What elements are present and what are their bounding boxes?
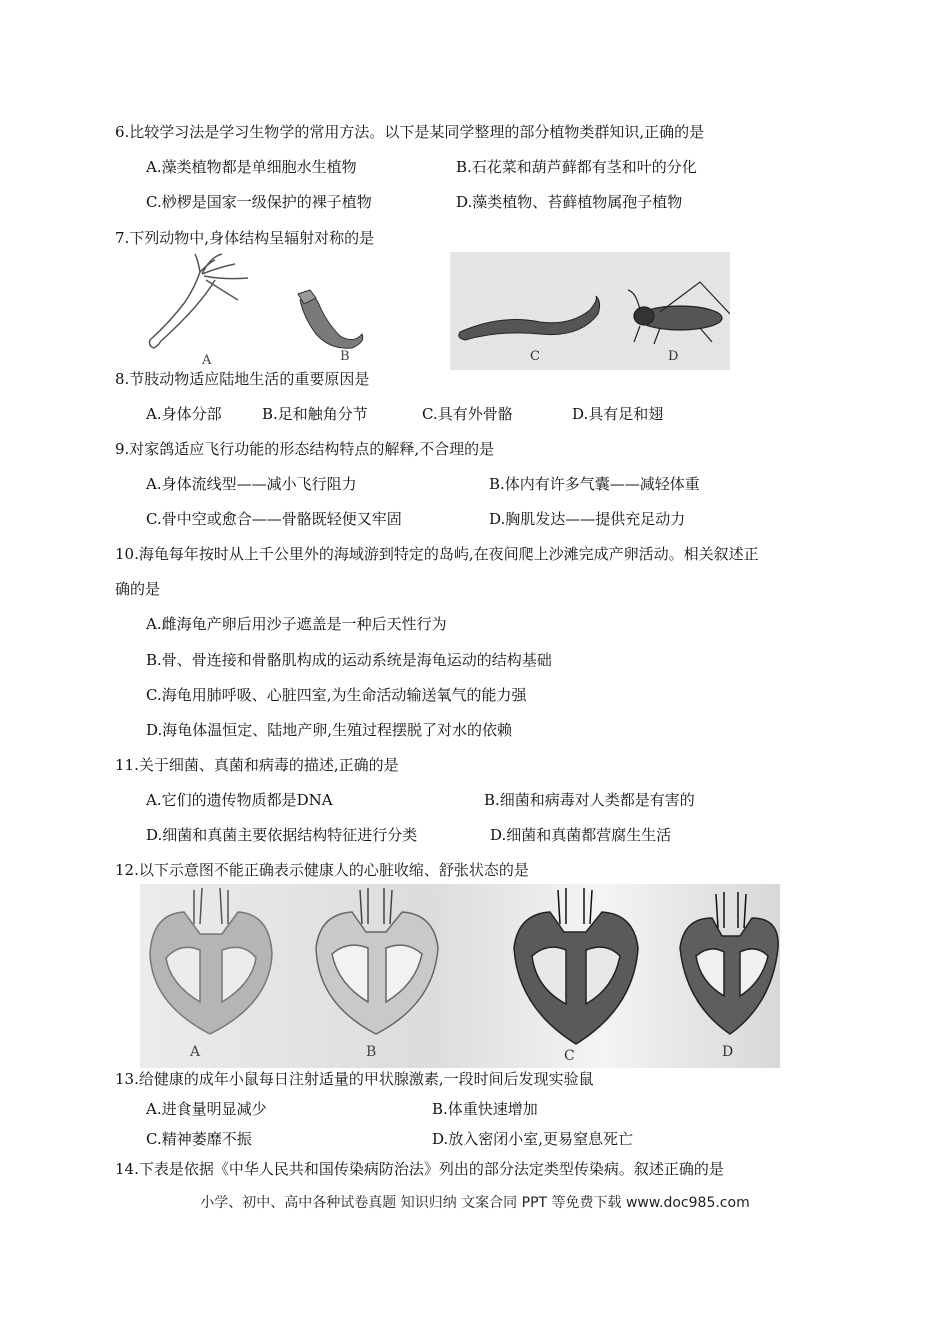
- q6-option-b: B.石花菜和葫芦藓都有茎和叶的分化: [456, 158, 697, 176]
- heart-label-b: B: [366, 1044, 377, 1060]
- animal-label-d: D: [668, 349, 679, 364]
- q10-option-b: B.骨、骨连接和骨骼肌构成的运动系统是海龟运动的结构基础: [146, 651, 552, 669]
- q8-option-d: D.具有足和翅: [572, 405, 664, 423]
- heart-diagrams: [140, 884, 780, 1068]
- animals-illustration: [140, 252, 730, 370]
- q13-stem: 13.给健康的成年小鼠每日注射适量的甲状腺激素,一段时间后发现实验鼠: [115, 1070, 594, 1088]
- q8-stem: 8.节肢动物适应陆地生活的重要原因是: [115, 370, 370, 388]
- q13-option-d: D.放入密闭小室,更易窒息死亡: [432, 1130, 634, 1148]
- q6-stem: 6.比较学习法是学习生物学的常用方法。以下是某同学整理的部分植物类群知识,正确的是: [115, 123, 705, 141]
- q11-option-c: D.细菌和真菌主要依据结构特征进行分类: [146, 826, 418, 844]
- q8-option-b: B.足和触角分节: [262, 405, 368, 423]
- q13-option-b: B.体重快速增加: [432, 1100, 538, 1118]
- q9-option-a: A.身体流线型——减小飞行阻力: [146, 475, 357, 493]
- q6-option-d: D.藻类植物、苔藓植物属孢子植物: [456, 193, 683, 211]
- q11-option-d: D.细菌和真菌都营腐生生活: [490, 826, 672, 844]
- q10-stem-line2: 确的是: [115, 580, 161, 598]
- heart-label-a: A: [190, 1044, 201, 1060]
- heart-label-d: D: [722, 1044, 734, 1060]
- leech-image: [298, 290, 363, 348]
- animal-label-c: C: [530, 349, 540, 364]
- heart-label-c: C: [564, 1048, 575, 1064]
- hydra-image: [150, 254, 249, 348]
- animal-label-a: A: [202, 353, 212, 368]
- q6-option-c: C.桫椤是国家一级保护的裸子植物: [146, 193, 372, 211]
- q11-stem: 11.关于细菌、真菌和病毒的描述,正确的是: [115, 756, 399, 774]
- q11-option-b: B.细菌和病毒对人类都是有害的: [484, 791, 695, 809]
- q9-option-b: B.体内有许多气囊——减轻体重: [489, 475, 700, 493]
- q8-option-a: A.身体分部: [146, 405, 222, 423]
- q11-option-a: A.它们的遗传物质都是DNA: [146, 791, 333, 809]
- animals-figure: [140, 252, 730, 370]
- q14-stem: 14.下表是依据《中华人民共和国传染病防治法》列出的部分法定类型传染病。叙述正确的是: [115, 1160, 724, 1178]
- q13-option-c: C.精神萎靡不振: [146, 1130, 252, 1148]
- q8-option-c: C.具有外骨骼: [422, 405, 513, 423]
- q9-option-d: D.胸肌发达——提供充足动力: [489, 510, 686, 528]
- q10-option-d: D.海龟体温恒定、陆地产卵,生殖过程摆脱了对水的依赖: [146, 721, 513, 739]
- q9-stem: 9.对家鸽适应飞行功能的形态结构特点的解释,不合理的是: [115, 440, 495, 458]
- q7-stem: 7.下列动物中,身体结构呈辐射对称的是: [115, 229, 375, 247]
- q12-stem: 12.以下示意图不能正确表示健康人的心脏收缩、舒张状态的是: [115, 861, 529, 879]
- heart-figure: [140, 884, 780, 1068]
- q9-option-c: C.骨中空或愈合——骨骼既轻便又牢固: [146, 510, 402, 528]
- q13-option-a: A.进食量明显减少: [146, 1100, 267, 1118]
- q6-option-a: A.藻类植物都是单细胞水生植物: [146, 158, 357, 176]
- q10-option-a: A.雌海龟产卵后用沙子遮盖是一种后天性行为: [146, 615, 447, 633]
- q10-stem-line1: 10.海龟每年按时从上千公里外的海域游到特定的岛屿,在夜间爬上沙滩完成产卵活动。相关叙述正: [115, 545, 759, 563]
- animal-label-b: B: [340, 349, 350, 364]
- q10-option-c: C.海龟用肺呼吸、心脏四室,为生命活动输送氧气的能力强: [146, 686, 527, 704]
- footer-text: 小学、初中、高中各种试卷真题 知识归纳 文案合同 PPT 等免费下载 www.doc985.com: [200, 1195, 750, 1211]
